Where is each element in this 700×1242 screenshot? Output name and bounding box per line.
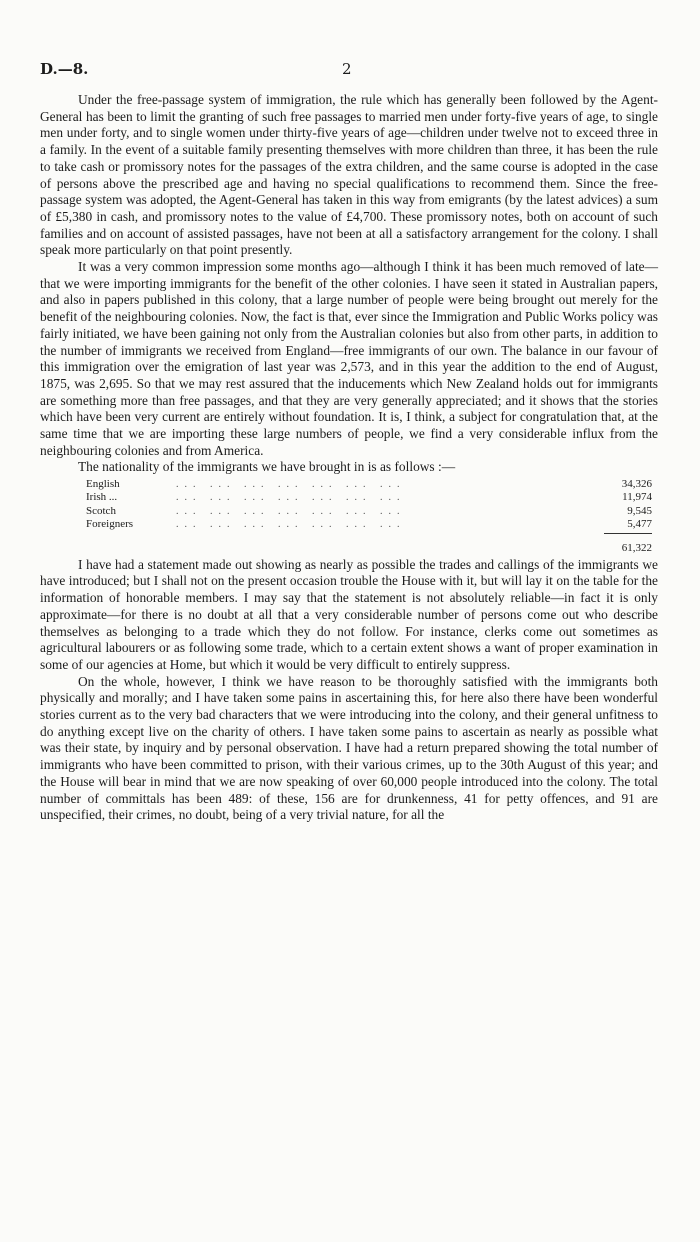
table-row	[86, 491, 652, 504]
nationality-value: 5,477	[627, 517, 652, 530]
leader-dots: ... ... ... ... ... ... ...	[176, 505, 406, 517]
nationality-value: 34,326	[621, 478, 652, 491]
document-reference: D.—8.	[40, 60, 89, 78]
page-header	[40, 52, 658, 78]
nationality-label: Irish ...	[86, 491, 118, 504]
nationality-total: 61,322	[604, 533, 652, 557]
paragraph: I have had a statement made out showing as nearly as possible the trades and callings of the immigrants we have introduced; but I shall not on the present occasion trouble the House with it, but will lay it on the table for the information of honorable members. I may say that the statement is not absolutely reliable—in fact it is only approximate—for there is no doubt at all that a very considerable number of persons come out who describe themselves as belonging to a trade which they do not follow. For instance, clerks come out sometimes as agricultural labourers or as following some trade, which to a certain extent shows a want of proper examination in some of our agencies at Home, but which it would be very difficult to entirely suppress.	[40, 556, 658, 672]
nationality-intro: The nationality of the immigrants we have brought in is as follows :—	[78, 459, 456, 475]
table-row	[86, 505, 652, 518]
nationality-total-row	[40, 533, 652, 557]
nationality-table	[86, 478, 652, 531]
leader-dots: ... ... ... ... ... ... ...	[176, 479, 406, 491]
page-number: 2	[342, 60, 352, 78]
nationality-label: English	[86, 478, 120, 491]
paragraph: It was a very common impression some months ago—although I think it has been much removed of late—that we were importing immigrants for the benefit of the other colonies. I have seen it stated in Australian papers, and also in papers published in this colony, that a large number of people were being brought out merely for the benefit of the neighbouring colonies. Now, the fact is that, ever since the Immigration and Public Works policy was fairly initiated, we have been gaining not only from the Australian colonies but also from other parts, in addition to the number of immigrants we received from England—free immigrants of our own. The balance in our favour of this immigration over the emigration of last year was 2,573, and in this year the addition to the end of August, 1875, was 2,695. So that we may rest assured that the inducements which New Zealand holds out for immigrants are something more than free passages, and that they are very generally appreciated; and it shows that the stories which have been very current are entirely without foundation. It is, I think, a subject for congratulation that, at the same time that we are importing these large numbers of people, we find a very considerable influx from the neighbouring colonies and from America.	[40, 259, 658, 458]
paragraph: On the whole, however, I think we have reason to be thoroughly satisfied with the immigrants both physically and morally; and I have taken some pains in ascertaining this, for here also there have been wonderful stories current as to the very bad characters that we were introducing into the colony, and their general unfitness to do anything except live on the charity of others. I have taken some pains to ascertain as nearly as possible what was their state, by inquiry and by personal observation. I have had a return prepared showing the total number of immigrants who have been committed to prison, with their various crimes, up to the 30th August of this year; and the House will bear in mind that we are now speaking of over 60,000 people introduced into the colony. The total number of committals has been 489: of these, 156 are for drunkenness, 41 for petty offences, and 91 are unspecified, their crimes, no doubt, being of a very trivial nature, for all the	[40, 673, 658, 823]
nationality-value: 11,974	[622, 491, 652, 504]
nationality-label: Foreigners	[86, 517, 134, 530]
leader-dots: ... ... ... ... ... ... ...	[176, 492, 406, 504]
body-text	[40, 92, 658, 824]
nationality-value: 9,545	[627, 504, 652, 517]
table-row	[86, 478, 652, 491]
leader-dots: ... ... ... ... ... ... ...	[176, 518, 406, 530]
paragraph: Under the free-passage system of immigration, the rule which has generally been followed by the Agent-General has been to limit the granting of such free passages to married men under forty-five years of age, to single men under forty, and to single women under thirty-five years of age—children under twelve not to exceed three in a family. In the event of a suitable family presenting themselves with more children than three, it has been the rule to take cash or promissory notes for the passages of the extra children, and the same course is adopted in the case of persons above the prescribed age and having no special qualifications to recommend them. Since the free-passage system was adopted, the Agent-General has taken in this way from emigrants (by the latest advices) a sum of £5,380 in cash, and promissory notes to the value of £4,700. These promissory notes, both on account of such families and on account of assisted passages, have not been at all a satisfactory arrangement for the colony. I shall speak more particularly on that point presently.	[40, 92, 658, 258]
table-row	[86, 518, 652, 531]
nationality-label: Scotch	[86, 504, 116, 517]
